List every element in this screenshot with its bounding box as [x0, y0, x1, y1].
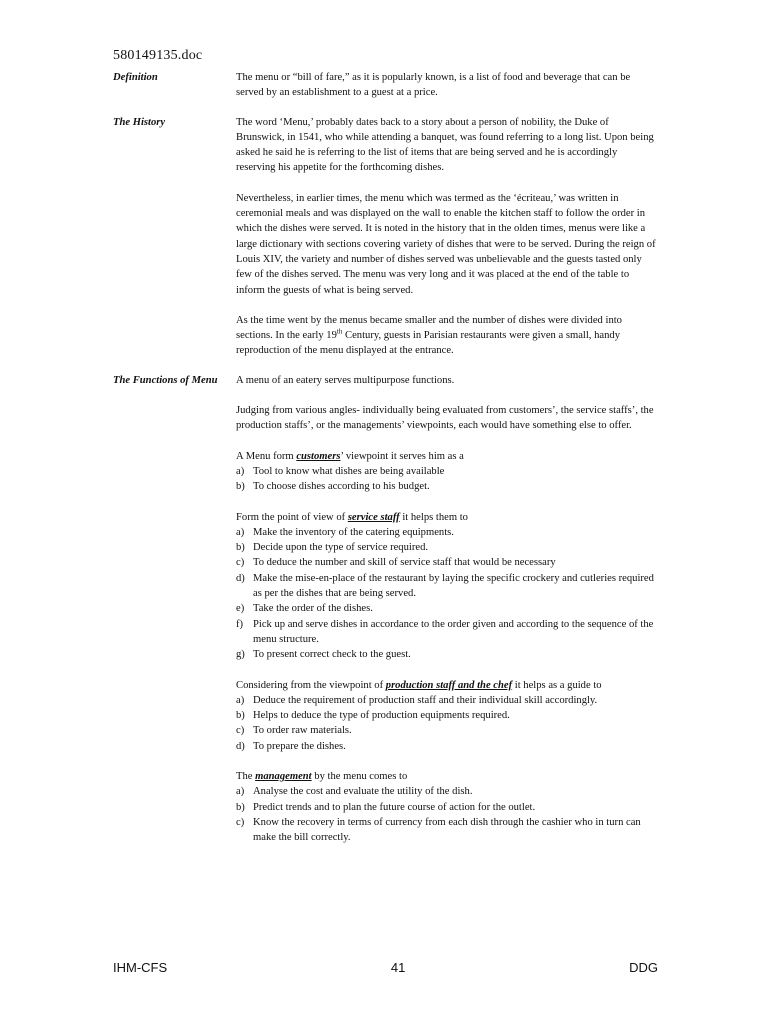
list-item: [236, 647, 658, 662]
list-item: [236, 723, 658, 738]
list-marker: d): [236, 740, 245, 752]
paragraph: A menu of an eatery serves multipurpose functions.: [236, 374, 455, 386]
list-item-text: Make the inventory of the catering equipments.: [253, 526, 454, 538]
paragraph: Judging from various angles- individually being evaluated from customers’, the service staffs’, the production staffs’, or the managements’ viewpoints, each would have something else to offer.: [236, 405, 654, 432]
list-marker: c): [236, 816, 245, 828]
footer-left: IHM-CFS: [113, 960, 168, 975]
list-item: [236, 693, 658, 708]
list-item-text: To deduce the number and skill of service staff that would be necessary: [253, 557, 556, 569]
list-lead: Form the point of view of service staff it helps them to: [236, 511, 468, 523]
section-functions: [113, 373, 658, 846]
list-item-text: Pick up and serve dishes in accordance to the order given and according to the sequence of the menu structure.: [253, 618, 654, 645]
list-lead: The management by the menu comes to: [236, 770, 408, 782]
list-item: [236, 739, 658, 754]
list-marker: a): [236, 786, 245, 798]
section-history: [113, 115, 658, 359]
list-marker: b): [236, 801, 245, 813]
management-list: [236, 784, 658, 845]
list-item-text: Analyse the cost and evaluate the utility of the dish.: [253, 786, 473, 798]
list-item: [236, 708, 658, 723]
list-marker: e): [236, 603, 245, 615]
list-item-text: Decide upon the type of service required.: [253, 542, 429, 554]
list-item: [236, 601, 658, 616]
production-staff-list: [236, 693, 658, 754]
production-staff-block: [236, 678, 658, 754]
page-number: 41: [390, 960, 406, 975]
list-lead: A Menu form customers’ viewpoint it serves him as a: [236, 450, 464, 462]
list-item: [236, 464, 658, 479]
list-item-text: Helps to deduce the type of production equipments required.: [253, 710, 510, 722]
list-item-text: To choose dishes according to his budget.: [253, 481, 430, 493]
list-item: [236, 571, 658, 602]
list-marker: a): [236, 465, 245, 477]
page-footer: [113, 960, 658, 975]
list-item-text: To order raw materials.: [253, 725, 352, 737]
list-marker: d): [236, 572, 245, 584]
list-item-text: To present correct check to the guest.: [253, 649, 411, 661]
section-label: The Functions of Menu: [113, 374, 218, 386]
paragraph: As the time went by the menus became smaller and the number of dishes were divided into sections. In the early 19th Century, guests in Parisian restaurants were given a small, handy reproduction of the menu displayed at the entrance.: [236, 314, 622, 357]
document-filename: 580149135.doc: [113, 48, 203, 63]
customers-block: [236, 449, 658, 495]
customers-list: [236, 464, 658, 495]
list-marker: c): [236, 557, 245, 569]
list-item-text: Tool to know what dishes are being available: [253, 465, 445, 477]
list-item-text: Deduce the requirement of production staff and their individual skill accordingly.: [253, 694, 598, 706]
list-marker: c): [236, 725, 245, 737]
paragraph: The word ‘Menu,’ probably dates back to a story about a person of nobility, the Duke of Brunswick, in 1541, who while attending a banquet, was found referring to a long list. Upon being asked he said he is referring to the list of items that are being served and he is accordingly reserving his appetite for the forthcoming dishes.: [236, 116, 654, 174]
list-marker: b): [236, 542, 245, 554]
list-item-text: Predict trends and to plan the future course of action for the outlet.: [253, 801, 536, 813]
footer-right: DDG: [629, 960, 658, 975]
section-label: The History: [113, 116, 166, 128]
list-item-text: Take the order of the dishes.: [253, 603, 373, 615]
service-staff-list: [236, 525, 658, 663]
list-item-text: Make the mise-en-place of the restaurant by laying the specific crockery and cutleries required as per the dishes that are being served.: [253, 572, 654, 600]
list-item: [236, 479, 658, 494]
section-label: Definition: [113, 72, 158, 83]
document-body: [113, 70, 658, 859]
list-marker: g): [236, 649, 245, 661]
list-marker: a): [236, 526, 245, 538]
list-item: [236, 800, 658, 815]
list-item: [236, 815, 658, 846]
list-item: [236, 784, 658, 799]
list-item: [236, 525, 658, 540]
list-item: [236, 540, 658, 555]
list-lead: Considering from the viewpoint of production staff and the chef it helps as a guide to: [236, 679, 602, 691]
service-staff-block: [236, 510, 658, 663]
management-block: [236, 769, 658, 845]
list-item-text: To prepare the dishes.: [253, 740, 346, 752]
paragraph: The menu or “bill of fare,” as it is popularly known, is a list of food and beverage that can be served by an establishment to a guest at a price.: [236, 72, 631, 99]
list-item: [236, 555, 658, 570]
list-marker: f): [236, 618, 244, 630]
paragraph: Nevertheless, in earlier times, the menu which was termed as the ‘écriteau,’ was written in ceremonial meals and was displayed on the wall to enable the kitchen staff to follow the order in which the dishes were served. It is noted in the history that in the olden times, menus were like a large dictionary with sections covering variety of dishes that were to be served. During the reign of Louis XIV, the variety and number of dishes served was unbelievable and the guests tasted only few of the dishes served. The menu was very long and it was placed at the end of the table to inform the guests of what is being served.: [236, 192, 656, 296]
list-marker: b): [236, 481, 245, 493]
list-marker: b): [236, 710, 245, 722]
list-item: [236, 617, 658, 648]
list-marker: a): [236, 694, 245, 706]
list-item-text: Know the recovery in terms of currency from each dish through the cashier who in turn can make the bill correctly.: [253, 816, 641, 844]
section-definition: [113, 70, 658, 101]
